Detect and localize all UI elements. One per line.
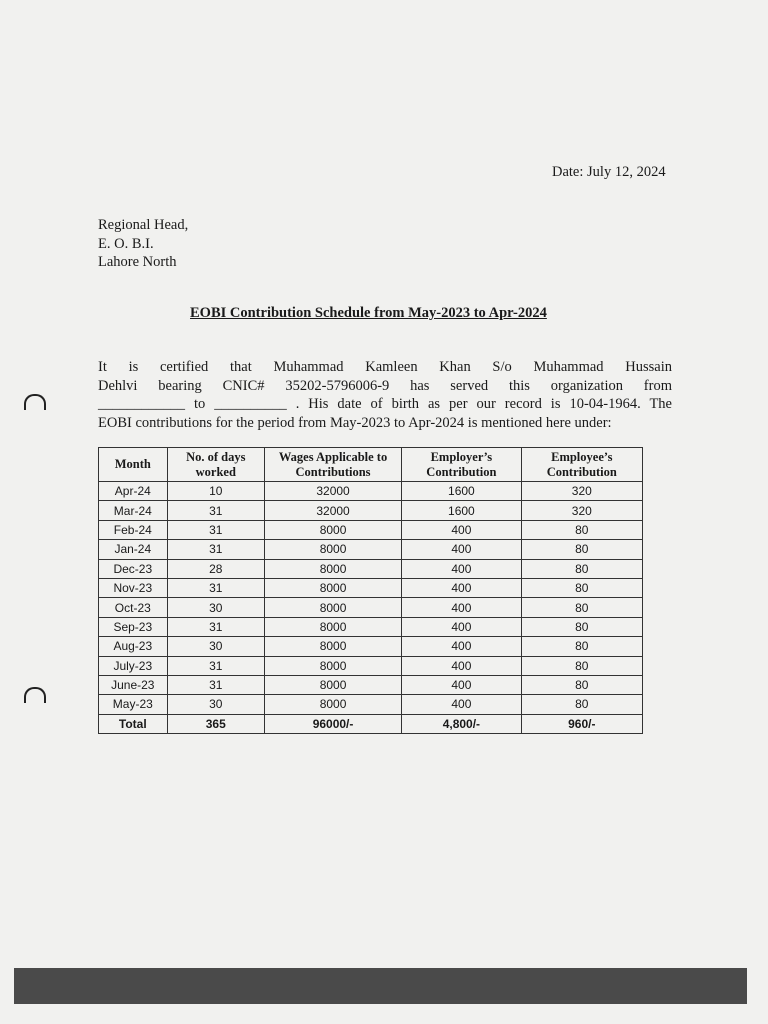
header-days-worked: No. of days worked — [167, 448, 264, 482]
table-row — [99, 501, 643, 520]
contribution-table — [98, 447, 643, 734]
paragraph-line: EOBI contributions for the period from May-2023 to Apr-2024 is mentioned here under: — [98, 414, 612, 431]
cell-wages: 32000 — [264, 482, 401, 501]
table-total-row — [99, 714, 643, 733]
table-row — [99, 559, 643, 578]
cell-days: 31 — [167, 540, 264, 559]
cell-month: June-23 — [99, 675, 168, 694]
address-line: E. O. B.I. — [98, 235, 154, 252]
cell-days: 30 — [167, 695, 264, 714]
cell-wages: 32000 — [264, 501, 401, 520]
cell-employer: 1600 — [402, 482, 521, 501]
cell-days: 31 — [167, 656, 264, 675]
cell-wages: 8000 — [264, 578, 401, 597]
total-cell-employee: 960/- — [521, 714, 642, 733]
cell-month: Mar-24 — [99, 501, 168, 520]
letter-date: Date: July 12, 2024 — [552, 164, 666, 180]
cell-wages: 8000 — [264, 656, 401, 675]
total-cell-employer: 4,800/- — [402, 714, 521, 733]
table-row — [99, 540, 643, 559]
cell-employee: 80 — [521, 617, 642, 636]
cell-month: Dec-23 — [99, 559, 168, 578]
document-heading: EOBI Contribution Schedule from May-2023 to Apr-2024 — [190, 305, 547, 321]
cell-days: 30 — [167, 637, 264, 656]
cell-wages: 8000 — [264, 695, 401, 714]
cell-wages: 8000 — [264, 559, 401, 578]
table-row — [99, 675, 643, 694]
cell-employee: 320 — [521, 501, 642, 520]
address-line: Lahore North — [98, 254, 177, 270]
cell-wages: 8000 — [264, 637, 401, 656]
total-cell-days: 365 — [167, 714, 264, 733]
cell-wages: 8000 — [264, 675, 401, 694]
cell-month: Aug-23 — [99, 637, 168, 656]
cell-employee: 80 — [521, 637, 642, 656]
cell-days: 31 — [167, 675, 264, 694]
table-row — [99, 637, 643, 656]
cell-employee: 80 — [521, 520, 642, 539]
table-row — [99, 598, 643, 617]
table-row — [99, 695, 643, 714]
cell-month: Oct-23 — [99, 598, 168, 617]
recipient-address — [98, 216, 188, 272]
cell-employee: 80 — [521, 656, 642, 675]
cell-month: July-23 — [99, 656, 168, 675]
cell-days: 30 — [167, 598, 264, 617]
header-employer-contribution: Employer’s Contribution — [402, 448, 521, 482]
cell-employer: 400 — [402, 598, 521, 617]
table-row — [99, 656, 643, 675]
punch-hole-mark — [24, 394, 46, 410]
cell-month: Nov-23 — [99, 578, 168, 597]
cell-employer: 400 — [402, 520, 521, 539]
total-cell-month: Total — [99, 714, 168, 733]
cell-month: Jan-24 — [99, 540, 168, 559]
cell-employer: 400 — [402, 617, 521, 636]
cell-employee: 80 — [521, 540, 642, 559]
paragraph-line: It is certified that Muhammad Kamleen Khan S/o Muhammad Hussain — [98, 359, 672, 375]
cell-employer: 400 — [402, 637, 521, 656]
address-line: Regional Head, — [98, 217, 189, 233]
cell-month: Apr-24 — [99, 482, 168, 501]
table-header-row — [99, 448, 643, 482]
cell-employee: 80 — [521, 559, 642, 578]
cell-month: Feb-24 — [99, 520, 168, 539]
cell-employee: 80 — [521, 675, 642, 694]
cell-employer: 400 — [402, 540, 521, 559]
cell-days: 31 — [167, 501, 264, 520]
certification-paragraph — [98, 358, 672, 432]
cell-employer: 400 — [402, 695, 521, 714]
cell-employer: 400 — [402, 578, 521, 597]
cell-days: 31 — [167, 578, 264, 597]
header-employee-contribution: Employee’s Contribution — [521, 448, 642, 482]
paragraph-line: ____________ to __________ . His date of birth as per our record is 10-04-1964. The — [98, 396, 672, 412]
total-cell-wages: 96000/- — [264, 714, 401, 733]
cell-employee: 80 — [521, 598, 642, 617]
cell-wages: 8000 — [264, 540, 401, 559]
cell-wages: 8000 — [264, 520, 401, 539]
paragraph-line: Dehlvi bearing CNIC# 35202-5796006-9 has served this organization from — [98, 377, 672, 394]
cell-days: 31 — [167, 520, 264, 539]
cell-employer: 400 — [402, 675, 521, 694]
cell-employer: 1600 — [402, 501, 521, 520]
table-row — [99, 520, 643, 539]
header-month: Month — [99, 448, 168, 482]
cell-wages: 8000 — [264, 617, 401, 636]
table-row — [99, 578, 643, 597]
cell-wages: 8000 — [264, 598, 401, 617]
table-row — [99, 482, 643, 501]
cell-employee: 80 — [521, 695, 642, 714]
header-wages: Wages Applicable to Contributions — [264, 448, 401, 482]
cell-days: 28 — [167, 559, 264, 578]
scan-bottom-bar — [14, 968, 747, 1004]
table-row — [99, 617, 643, 636]
cell-employee: 320 — [521, 482, 642, 501]
cell-employer: 400 — [402, 559, 521, 578]
cell-employer: 400 — [402, 656, 521, 675]
cell-days: 31 — [167, 617, 264, 636]
cell-month: May-23 — [99, 695, 168, 714]
cell-days: 10 — [167, 482, 264, 501]
cell-month: Sep-23 — [99, 617, 168, 636]
punch-hole-mark — [24, 687, 46, 703]
cell-employee: 80 — [521, 578, 642, 597]
